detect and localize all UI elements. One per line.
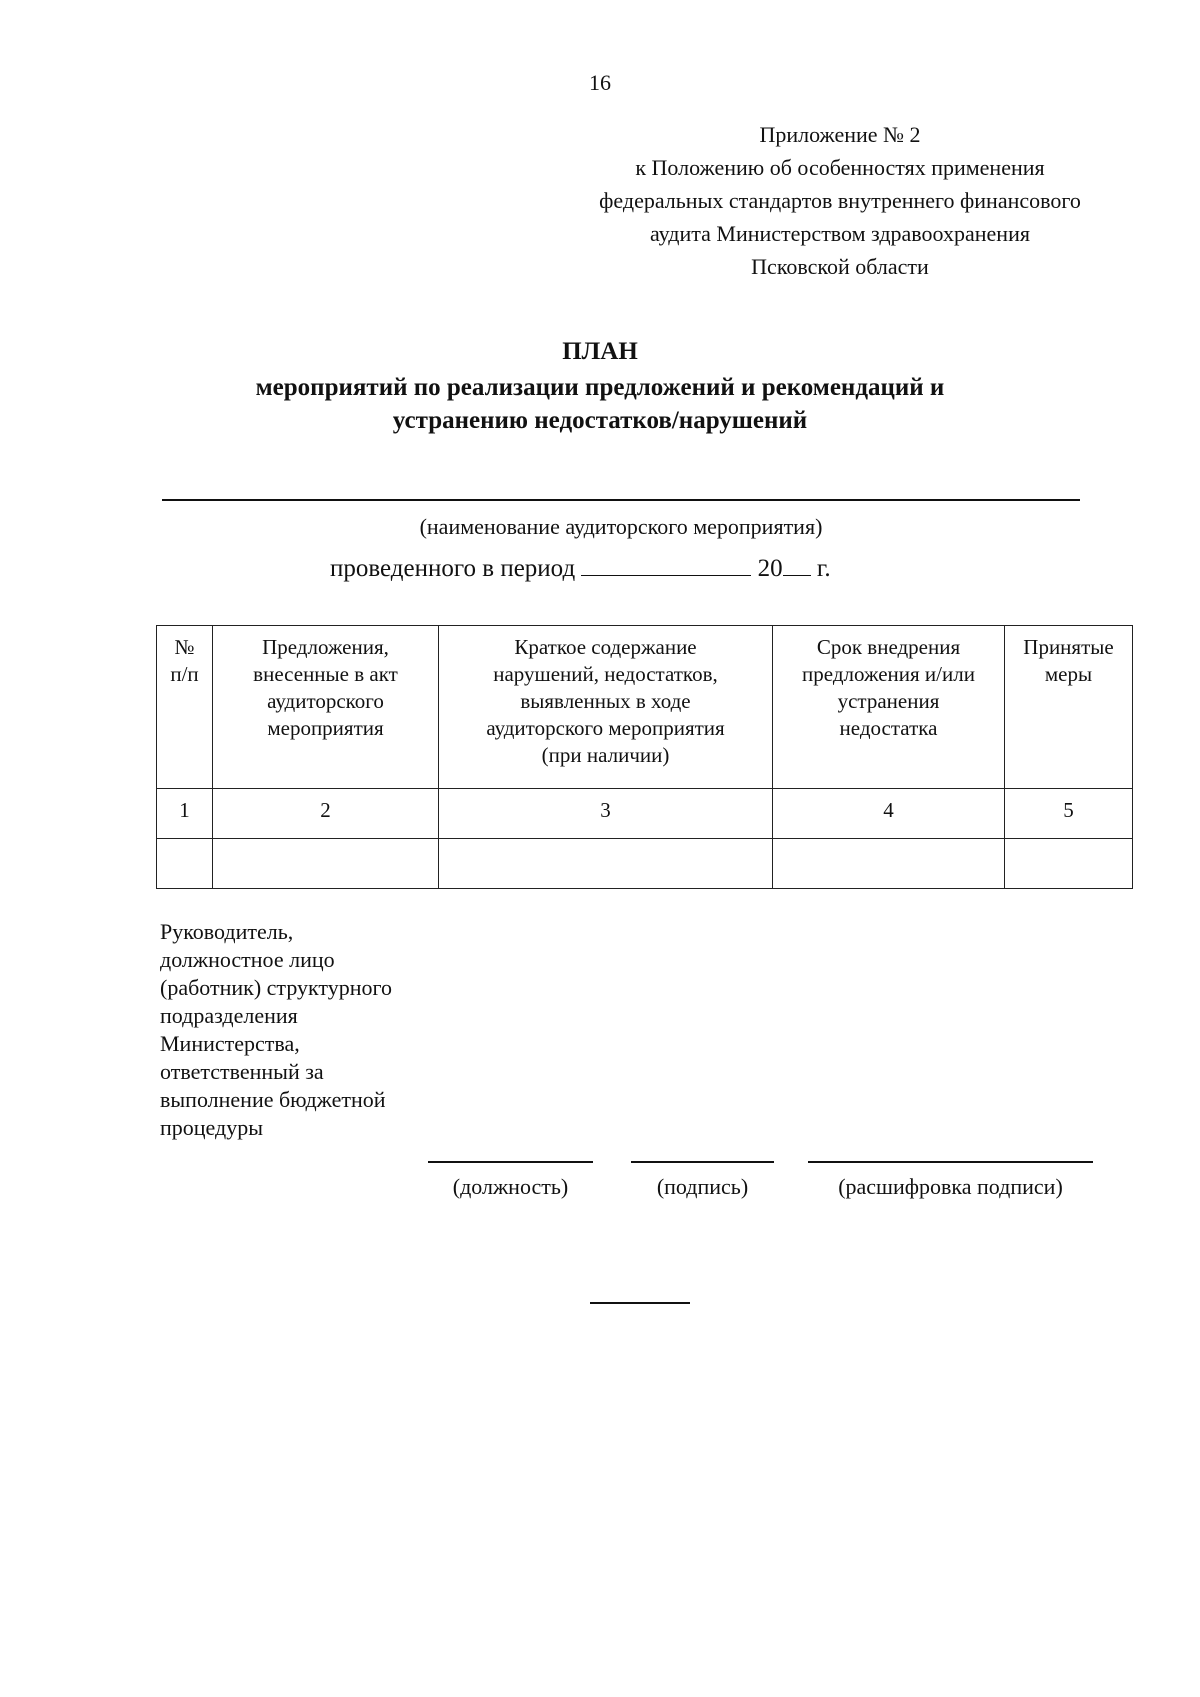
decode-signature-line (808, 1161, 1093, 1163)
header-violations: Краткое содержание нарушений, недостатков, выявленных в ходе аудиторского мероприятия (при наличии) (439, 626, 773, 789)
end-separator-line (590, 1302, 690, 1304)
document-title: ПЛАН (562, 338, 638, 365)
appendix-line: Псковской области (751, 254, 929, 279)
column-number: 1 (157, 789, 213, 839)
period-prefix: проведенного в период (330, 555, 576, 582)
table-cell[interactable] (1005, 839, 1133, 889)
responsible-line: выполнение бюджетной (160, 1087, 386, 1112)
table-cell[interactable] (213, 839, 439, 889)
column-number: 3 (439, 789, 773, 839)
appendix-line: к Положению об особенностях применения (635, 155, 1045, 180)
plan-table (156, 625, 1133, 889)
table-cell[interactable] (439, 839, 773, 889)
period-year-prefix: 20 (757, 555, 783, 582)
responsible-line: должностное лицо (160, 947, 335, 972)
page-number: 16 (589, 70, 611, 95)
responsible-line: (работник) структурного (160, 975, 392, 1000)
period-blank (581, 574, 751, 576)
responsible-line: подразделения (160, 1003, 298, 1028)
sign-caption: (подпись) (656, 1174, 749, 1199)
subtitle-line: устранению недостатков/нарушений (392, 407, 808, 434)
period-line (330, 555, 831, 583)
subtitle-line: мероприятий по реализации предложений и рекомендаций и (255, 374, 945, 401)
audit-name-caption: (наименование аудиторского мероприятия) (419, 514, 823, 539)
appendix-line: федеральных стандартов внутреннего финансового (599, 188, 1081, 213)
responsible-line: ответственный за (160, 1059, 324, 1084)
table-number-row (157, 789, 1133, 839)
column-number: 2 (213, 789, 439, 839)
sign-signature-line (631, 1161, 774, 1163)
audit-name-line (162, 499, 1080, 501)
header-proposals: Предложения, внесенные в акт аудиторского мероприятия (213, 626, 439, 789)
responsible-line: процедуры (160, 1115, 263, 1140)
appendix-header (560, 118, 1120, 283)
header-measures: Принятые меры (1005, 626, 1133, 789)
responsible-person-label (160, 918, 460, 1142)
responsible-line: Руководитель, (160, 919, 294, 944)
responsible-line: Министерства, (160, 1031, 300, 1056)
table-cell[interactable] (773, 839, 1005, 889)
decode-caption: (расшифровка подписи) (838, 1174, 1063, 1199)
year-blank (783, 574, 811, 576)
period-suffix: г. (816, 555, 831, 582)
header-deadline: Срок внедрения предложения и/или устранения недостатка (773, 626, 1005, 789)
column-number: 5 (1005, 789, 1133, 839)
column-number: 4 (773, 789, 1005, 839)
header-number: № п/п (157, 626, 213, 789)
document-subtitle (100, 371, 1100, 437)
table-cell[interactable] (157, 839, 213, 889)
appendix-line: Приложение № 2 (759, 122, 921, 147)
appendix-line: аудита Министерством здравоохранения (650, 221, 1030, 246)
table-row (157, 839, 1133, 889)
table-header-row (157, 626, 1133, 789)
position-signature-line (428, 1161, 593, 1163)
position-caption: (должность) (452, 1174, 569, 1199)
